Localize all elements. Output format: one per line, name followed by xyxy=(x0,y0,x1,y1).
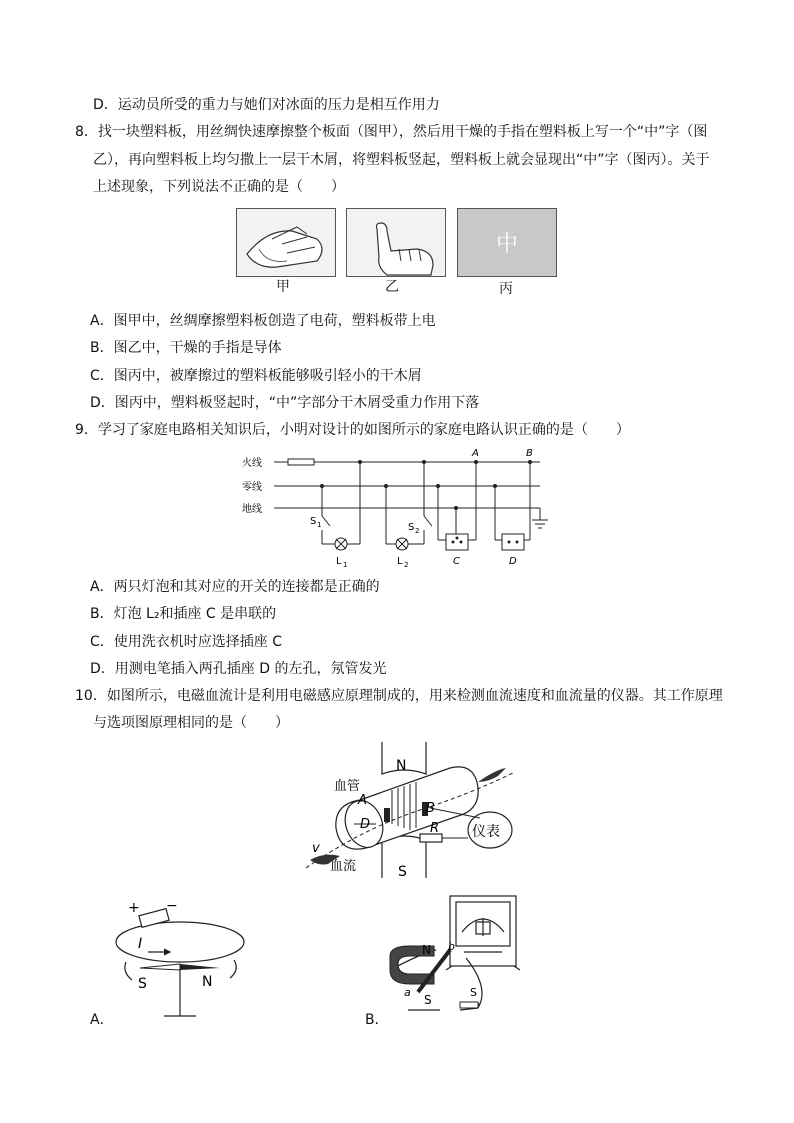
optA-minus: − xyxy=(166,898,178,914)
optA-N: N xyxy=(202,974,213,990)
fig-label-A: A xyxy=(358,793,367,808)
q9-stem: 9．学习了家庭电路相关知识后，小明对设计的如图所示的家庭电路认识正确的是（ ） xyxy=(75,422,630,438)
label-live: 火线 xyxy=(242,458,262,469)
label-L2: L xyxy=(397,556,403,567)
q8-option-a: A．图甲中，丝绸摩擦塑料板创造了电荷，塑料板带上电 xyxy=(90,313,436,329)
label-S1-sub: 1 xyxy=(317,521,322,529)
fig-label-B: B xyxy=(426,801,435,816)
label-S2-sub: 2 xyxy=(415,527,420,535)
fig-label-R: R xyxy=(430,821,440,836)
fig-label-vessel: 血管 xyxy=(334,779,361,794)
panel-jia xyxy=(236,208,336,277)
optB-N: N xyxy=(422,943,431,957)
label-neutral: 零线 xyxy=(242,482,262,493)
optB-switch: S xyxy=(470,986,477,999)
q9-option-a: A．两只灯泡和其对应的开关的连接都是正确的 xyxy=(90,579,380,595)
label-L2-sub: 2 xyxy=(404,561,409,569)
q8-option-b: B．图乙中，干燥的手指是导体 xyxy=(90,340,282,356)
optB-a: a xyxy=(404,986,411,999)
label-L1: L xyxy=(336,556,342,567)
q8-stem-line3: 上述现象，下列说法不正确的是（ ） xyxy=(93,179,345,195)
q9-option-c: C．使用洗衣机时应选择插座 C xyxy=(90,634,283,650)
optA-current: I xyxy=(138,936,143,952)
q10-stem-line2: 与选项图原理相同的是（ ） xyxy=(93,715,289,731)
caption-yi: 乙 xyxy=(385,279,399,295)
label-S2: S xyxy=(408,522,415,533)
optA-plus: + xyxy=(128,900,140,916)
electromagnetic-flowmeter-diagram xyxy=(300,740,520,890)
fig-label-D: D xyxy=(360,817,371,832)
q9-option-d: D．用测电笔插入两孔插座 D 的左孔，氖管发光 xyxy=(90,661,387,677)
fig-label-flow: 血流 xyxy=(330,859,357,874)
q10-stem-line1: 10．如图所示，电磁血流计是利用电磁感应原理制成的，用来检测血流速度和血流量的仪器。其工作原理 xyxy=(75,688,723,704)
q8-stem-line1: 8．找一块塑料板，用丝绸快速摩擦整个板面（图甲），然后用干燥的手指在塑料板上写一个“中”字（图 xyxy=(75,124,708,140)
silk-rubbing-hand-icon xyxy=(237,209,335,276)
finger-writing-icon xyxy=(347,209,445,276)
caption-jia: 甲 xyxy=(276,279,290,295)
optA-S: S xyxy=(138,976,147,992)
fig-label-N: N xyxy=(396,758,407,774)
q10-option-a-label: A． xyxy=(90,1012,114,1028)
q9-option-b: B．灯泡 L₂和插座 C 是串联的 xyxy=(90,606,277,622)
fig-label-S: S xyxy=(398,864,407,880)
q8-stem-line2: 乙），再向塑料板上均匀撒上一层干木屑，将塑料板竖起，塑料板上就会显现出“中”字（图丙）。关于 xyxy=(93,152,710,168)
panel-yi xyxy=(346,208,446,277)
q8-option-d: D．图丙中，塑料板竖起时，“中”字部分干木屑受重力作用下落 xyxy=(90,395,480,411)
option-a-oersted-diagram xyxy=(110,898,250,1024)
optB-b: b xyxy=(448,940,455,953)
label-A: A xyxy=(472,448,479,459)
q10-option-b-label: B． xyxy=(365,1012,389,1028)
q8-option-c: C．图丙中，被摩擦过的塑料板能够吸引轻小的干木屑 xyxy=(90,368,422,384)
label-C: C xyxy=(453,556,460,567)
option-b-induction-diagram xyxy=(380,892,540,1024)
caption-bing: 丙 xyxy=(499,281,513,297)
household-circuit-diagram xyxy=(240,444,560,574)
label-ground: 地线 xyxy=(242,504,262,515)
optB-S: S xyxy=(424,993,432,1007)
label-D: D xyxy=(509,556,517,567)
panel-char: 中 xyxy=(495,232,518,257)
label-S1: S xyxy=(310,516,317,527)
label-B: B xyxy=(526,448,533,459)
q7-option-d: D．运动员所受的重力与她们对冰面的压力是相互作用力 xyxy=(93,97,440,113)
fig-label-v: v xyxy=(312,841,320,856)
panel-bing xyxy=(457,208,557,277)
label-L1-sub: 1 xyxy=(343,561,348,569)
fig-label-meter: 仪表 xyxy=(472,824,500,840)
